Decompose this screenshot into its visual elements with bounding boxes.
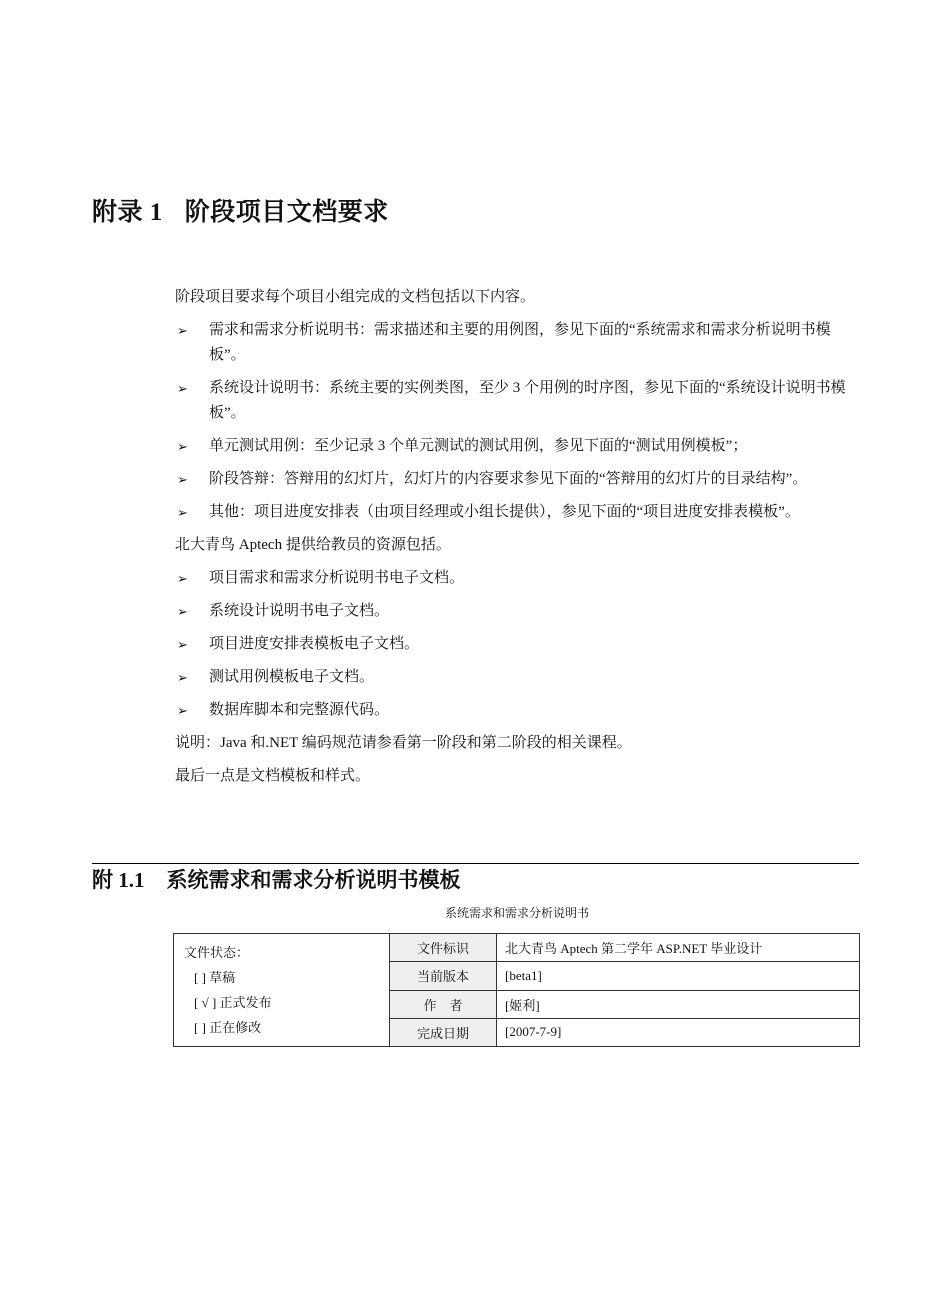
field-label: 文件标识: [390, 934, 497, 962]
resource-item: [175, 566, 859, 591]
status-option-editing: [ ] 正在修改: [194, 1020, 262, 1035]
arrow-bullet-icon: ➢: [177, 439, 188, 454]
closing-paragraph: 最后一点是文档模板和样式。: [175, 768, 371, 784]
field-value: [2007-7-9]: [497, 1018, 860, 1046]
document-status-cell: [174, 934, 390, 1047]
field-value: 北大青鸟 Aptech 第二学年 ASP.NET 毕业设计: [497, 934, 860, 962]
field-label: 作 者: [390, 990, 497, 1018]
document-info-table: [173, 933, 860, 1047]
resource-text: 项目进度安排表模板电子文档。: [209, 636, 420, 652]
arrow-bullet-icon: ➢: [177, 505, 188, 520]
arrow-bullet-icon: ➢: [177, 571, 188, 586]
arrow-bullet-icon: ➢: [177, 381, 188, 396]
appendix-title: 阶段项目文档要求: [184, 199, 389, 226]
resource-item: [175, 599, 859, 624]
resource-item: [175, 632, 859, 657]
section-heading: [92, 864, 461, 894]
resource-text: 项目需求和需求分析说明书电子文档。: [209, 570, 465, 586]
arrow-bullet-icon: ➢: [177, 323, 188, 338]
requirement-text: 阶段答辩：答辩用的幻灯片，幻灯片的内容要求参见下面的“答辩用的幻灯片的目录结构”。: [209, 471, 808, 487]
resources-intro: 北大青鸟 Aptech 提供给教员的资源包括。: [175, 537, 451, 553]
field-value: [beta1]: [497, 962, 860, 990]
arrow-bullet-icon: ➢: [177, 637, 188, 652]
requirement-text: 单元测试用例：至少记录 3 个单元测试的测试用例，参见下面的“测试用例模板”；: [209, 438, 748, 454]
field-value: [姬利]: [497, 990, 860, 1018]
status-option-released: [ √ ] 正式发布: [194, 995, 272, 1010]
requirement-text: 系统设计说明书：系统主要的实例类图，至少 3 个用例的时序图，参见下面的“系统设计说明书模板”。: [209, 380, 846, 421]
resource-item: [175, 698, 859, 723]
requirement-text: 其他：项目进度安排表（由项目经理或小组长提供），参见下面的“项目进度安排表模板”。: [209, 504, 800, 520]
body-text: [175, 285, 859, 797]
requirement-text: 需求和需求分析说明书：需求描述和主要的用例图，参见下面的“系统需求和需求分析说明书模板”。: [209, 322, 831, 363]
resource-text: 测试用例模板电子文档。: [209, 669, 375, 685]
appendix-number: 附录 1: [92, 199, 163, 226]
note-paragraph: 说明：Java 和.NET 编码规范请参看第一阶段和第二阶段的相关课程。: [175, 735, 632, 751]
intro-paragraph: 阶段项目要求每个项目小组完成的文档包括以下内容。: [175, 289, 536, 305]
arrow-bullet-icon: ➢: [177, 604, 188, 619]
requirement-item: [175, 318, 859, 368]
field-label: 完成日期: [390, 1018, 497, 1046]
table-caption: 系统需求和需求分析说明书: [444, 906, 589, 920]
arrow-bullet-icon: ➢: [177, 670, 188, 685]
field-label: 当前版本: [390, 962, 497, 990]
section-number: 附 1.1: [92, 868, 145, 892]
requirement-item: [175, 500, 859, 525]
resource-text: 系统设计说明书电子文档。: [209, 603, 390, 619]
resource-text: 数据库脚本和完整源代码。: [209, 702, 390, 718]
appendix-heading: [92, 192, 389, 228]
requirement-item: [175, 434, 859, 459]
requirement-item: [175, 376, 859, 426]
resource-item: [175, 665, 859, 690]
arrow-bullet-icon: ➢: [177, 703, 188, 718]
arrow-bullet-icon: ➢: [177, 472, 188, 487]
status-label: 文件状态：: [184, 945, 250, 960]
section-title: 系统需求和需求分析说明书模板: [166, 868, 461, 892]
table-row: [174, 934, 860, 962]
status-option-draft: [ ] 草稿: [194, 970, 236, 985]
requirement-item: [175, 467, 859, 492]
